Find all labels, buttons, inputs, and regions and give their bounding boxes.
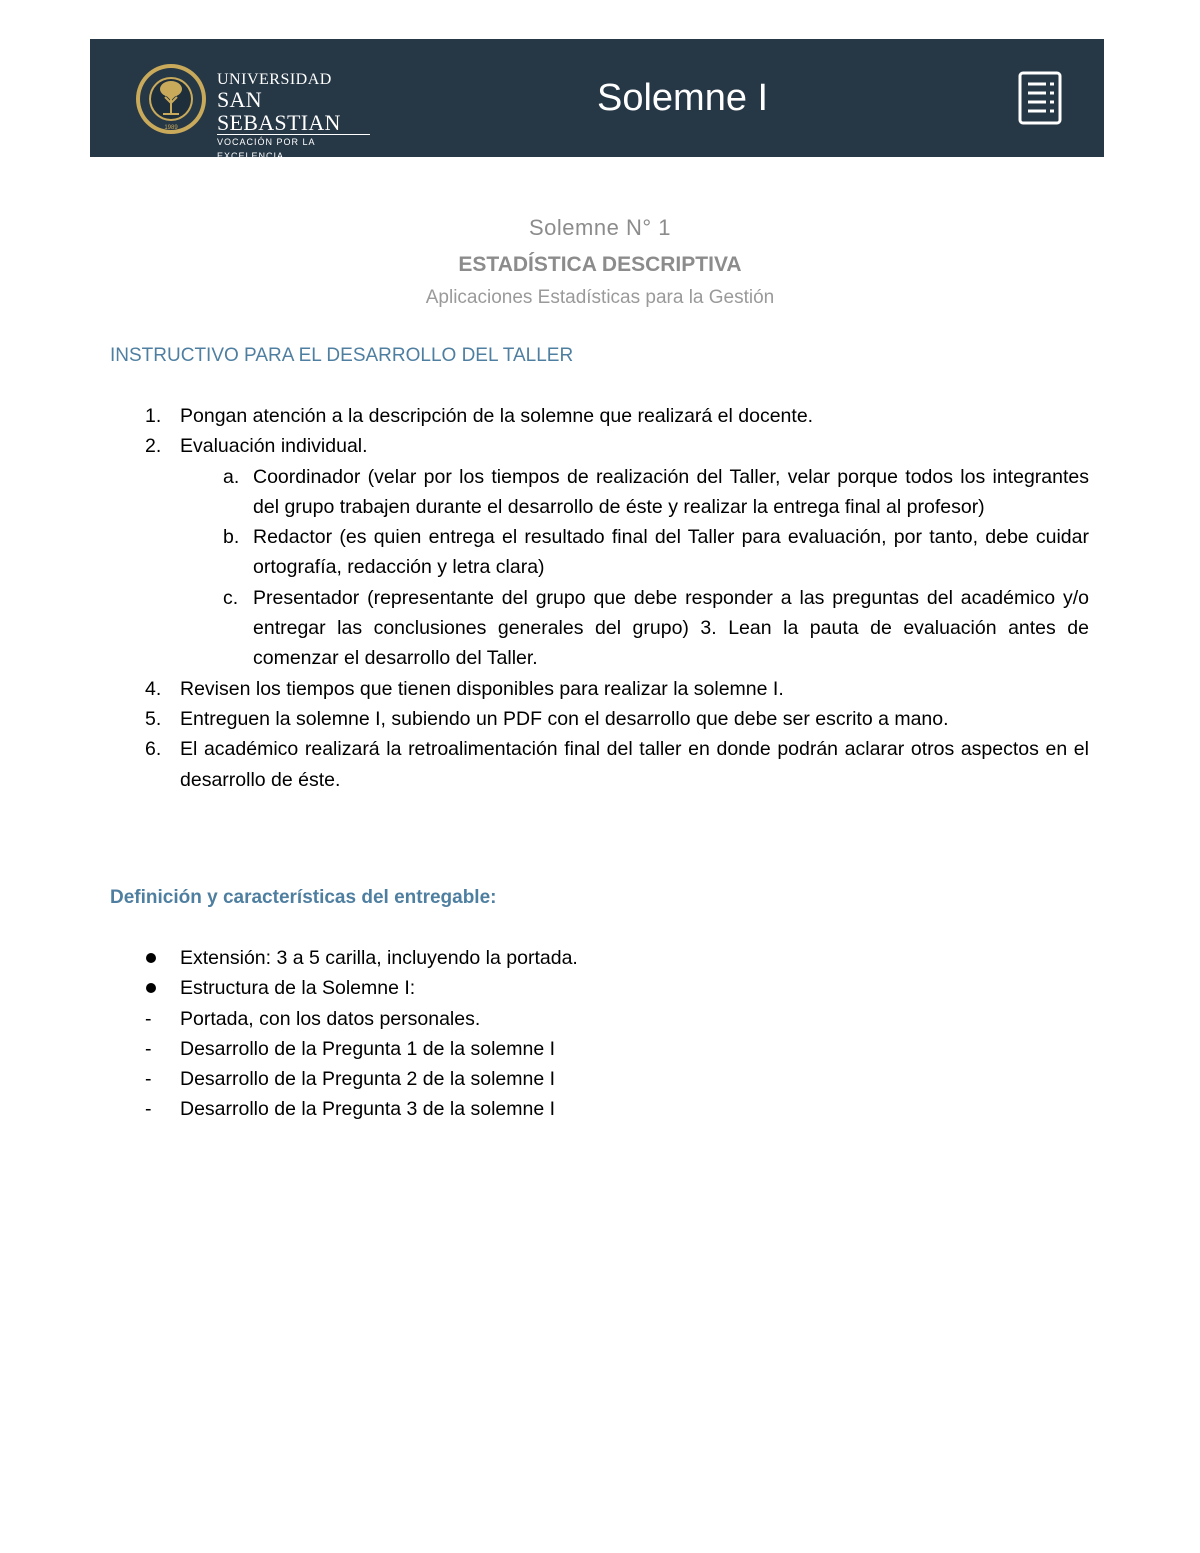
item-text: El académico realizará la retroalimentación final del taller en donde podrán aclarar otros aspectos en el desarrollo de éste. [180, 738, 1089, 791]
item-text: Extensión: 3 a 5 carilla, incluyendo la portada. [180, 947, 578, 969]
item-letter: a. [223, 465, 240, 488]
list-item [0, 704, 1200, 734]
item-number: 2. [145, 435, 162, 458]
header-banner [90, 39, 1104, 161]
item-text: Presentador (representante del grupo que debe responder a las preguntas del académico y/o entregar las conclusiones generales del grupo) 3. Lean la pauta de evaluación antes de comenzar el desarrollo del Taller. [253, 586, 1089, 670]
item-number: 1. [145, 405, 162, 427]
seal-year: 1989 [164, 125, 178, 131]
item-letter: c. [223, 586, 239, 609]
bullet-item [0, 973, 1200, 1003]
item-text: Portada, con los datos personales. [180, 1007, 481, 1030]
banner-title: Solemne I [597, 77, 769, 119]
bullet-icon [146, 983, 156, 993]
course-name: Aplicaciones Estadísticas para la Gestión [425, 287, 775, 308]
item-letter: b. [223, 526, 240, 549]
item-text: Desarrollo de la Pregunta 1 de la solemne I [180, 1037, 556, 1060]
sub-list-item [0, 522, 1200, 583]
dash-item [0, 1034, 1200, 1064]
list-item [0, 734, 1200, 795]
subject-title: ESTADÍSTICA DESCRIPTIVA [458, 253, 742, 276]
university-logo [135, 63, 370, 161]
dash-item [0, 1064, 1200, 1094]
list-item [0, 401, 1200, 431]
dash-marker: - [145, 1007, 152, 1030]
list-item [0, 674, 1200, 704]
dash-item [0, 1004, 1200, 1034]
sub-list-item [0, 462, 1200, 523]
item-text: Estructura de la Solemne I: [180, 977, 416, 1000]
item-text: Redactor (es quien entrega el resultado final del Taller para evaluación, por tanto, debe cuidar ortografía, redacción y letra clara) [253, 526, 1089, 579]
item-text: Desarrollo de la Pregunta 3 de la solemne I [180, 1098, 556, 1121]
bullet-icon [146, 953, 156, 963]
list-item [0, 431, 1200, 461]
deliverable-list [0, 943, 1200, 1125]
instructions-list [0, 401, 1200, 795]
exam-number: Solemne N° 1 [529, 215, 671, 240]
item-number: 4. [145, 677, 162, 700]
item-number: 6. [145, 738, 162, 761]
bullet-item [0, 943, 1200, 973]
item-text: Desarrollo de la Pregunta 2 de la solemne I [180, 1068, 556, 1091]
item-text: Pongan atención a la descripción de la solemne que realizará el docente. [180, 405, 814, 427]
item-text: Entreguen la solemne I, subiendo un PDF con el desarrollo que debe ser escrito a mano. [180, 707, 949, 730]
dash-marker: - [145, 1068, 152, 1091]
deliverable-heading: Definición y características del entregable: [110, 887, 497, 908]
sub-list-item [0, 583, 1200, 674]
logo-line-universidad: UNIVERSIDAD [217, 71, 332, 88]
dash-marker: - [145, 1098, 152, 1121]
logo-line-name: SAN SEBASTIAN [217, 88, 370, 135]
dash-item [0, 1094, 1200, 1124]
logo-line-tagline: VOCACIÓN POR LA EXCELENCIA [217, 137, 316, 161]
university-seal-icon [135, 63, 207, 135]
document-list-icon [1018, 71, 1062, 125]
instructions-heading: INSTRUCTIVO PARA EL DESARROLLO DEL TALLER [110, 345, 574, 366]
item-text: Evaluación individual. [180, 435, 368, 458]
item-text: Coordinador (velar por los tiempos de realización del Taller, velar porque todos los integrantes del grupo trabajen durante el desarrollo de éste y realizar la entrega final al profesor) [253, 465, 1089, 518]
item-text: Revisen los tiempos que tienen disponibles para realizar la solemne I. [180, 677, 784, 700]
item-number: 5. [145, 707, 162, 730]
dash-marker: - [145, 1037, 152, 1060]
